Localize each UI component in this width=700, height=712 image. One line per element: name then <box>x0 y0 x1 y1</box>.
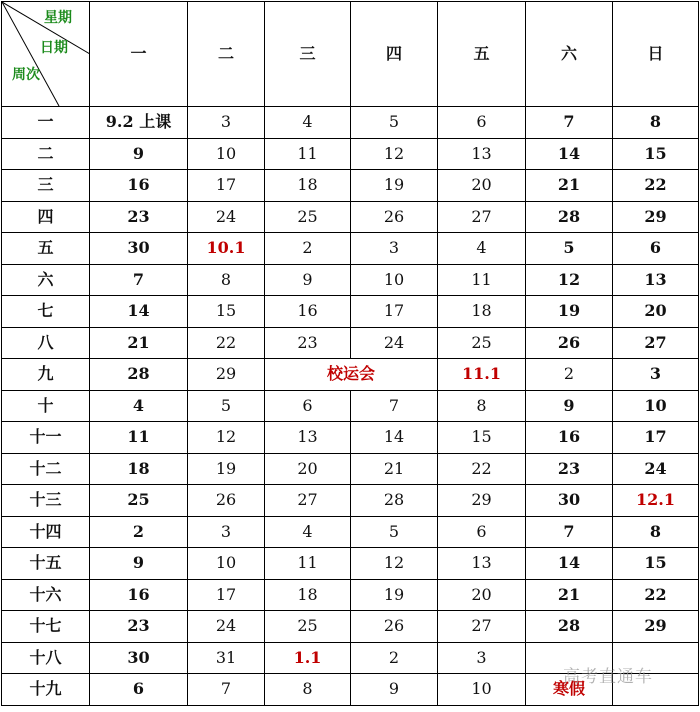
date-cell: 3 <box>188 107 265 139</box>
date-cell: 6 <box>265 390 351 422</box>
date-cell: 5 <box>351 107 438 139</box>
week-number-cell: 二 <box>2 138 90 170</box>
date-cell: 10 <box>351 264 438 296</box>
date-cell: 16 <box>90 170 188 202</box>
date-cell: 21 <box>526 579 613 611</box>
date-cell: 4 <box>90 390 188 422</box>
week-number-cell: 十一 <box>2 422 90 454</box>
date-cell: 4 <box>438 233 526 265</box>
date-cell: 25 <box>90 485 188 517</box>
date-cell: 14 <box>351 422 438 454</box>
week-number-cell: 十 <box>2 390 90 422</box>
date-cell: 28 <box>351 485 438 517</box>
date-cell: 12 <box>351 138 438 170</box>
week-row <box>2 579 699 611</box>
date-cell: 1.1 <box>265 642 351 674</box>
date-cell: 29 <box>188 359 265 391</box>
date-cell: 27 <box>265 485 351 517</box>
date-cell: 8 <box>613 107 699 139</box>
corner-header-cell <box>2 2 90 107</box>
date-cell: 11.1 <box>438 359 526 391</box>
date-cell: 9 <box>90 548 188 580</box>
date-cell: 2 <box>526 359 613 391</box>
date-cell: 3 <box>188 516 265 548</box>
week-row <box>2 233 699 265</box>
date-cell: 23 <box>526 453 613 485</box>
date-cell: 13 <box>438 548 526 580</box>
date-cell: 8 <box>265 674 351 706</box>
date-cell: 17 <box>351 296 438 328</box>
week-row <box>2 611 699 643</box>
date-cell: 19 <box>526 296 613 328</box>
date-cell: 23 <box>90 201 188 233</box>
date-cell: 20 <box>613 296 699 328</box>
date-cell: 17 <box>613 422 699 454</box>
date-cell: 15 <box>613 138 699 170</box>
date-cell: 14 <box>526 548 613 580</box>
date-cell: 16 <box>90 579 188 611</box>
date-cell: 19 <box>188 453 265 485</box>
date-cell: 12.1 <box>613 485 699 517</box>
week-number-cell: 十二 <box>2 453 90 485</box>
date-cell: 25 <box>265 611 351 643</box>
week-number-label: 周次 <box>12 67 40 83</box>
week-row <box>2 138 699 170</box>
day-header-thu: 四 <box>351 2 438 107</box>
date-cell: 18 <box>265 170 351 202</box>
date-cell: 11 <box>265 548 351 580</box>
date-cell: 15 <box>188 296 265 328</box>
date-cell: 24 <box>188 611 265 643</box>
date-cell: 22 <box>613 579 699 611</box>
date-cell: 13 <box>613 264 699 296</box>
date-cell: 17 <box>188 579 265 611</box>
date-cell: 30 <box>526 485 613 517</box>
sports-meet-cell: 校运会 <box>265 359 438 391</box>
date-cell: 27 <box>438 201 526 233</box>
date-cell: 7 <box>188 674 265 706</box>
date-cell: 6 <box>613 233 699 265</box>
week-number-cell: 一 <box>2 107 90 139</box>
week-row <box>2 107 699 139</box>
date-cell: 26 <box>351 611 438 643</box>
date-cell: 13 <box>438 138 526 170</box>
date-cell: 6 <box>438 516 526 548</box>
date-cell: 26 <box>188 485 265 517</box>
date-cell: 16 <box>526 422 613 454</box>
date-cell: 4 <box>265 516 351 548</box>
date-cell: 12 <box>526 264 613 296</box>
date-cell: 10 <box>188 548 265 580</box>
date-cell: 2 <box>90 516 188 548</box>
week-number-cell: 三 <box>2 170 90 202</box>
date-cell: 15 <box>613 548 699 580</box>
date-cell: 3 <box>613 359 699 391</box>
date-cell: 20 <box>265 453 351 485</box>
week-row <box>2 201 699 233</box>
day-header-fri: 五 <box>438 2 526 107</box>
date-cell: 2 <box>265 233 351 265</box>
date-cell: 14 <box>90 296 188 328</box>
date-cell: 30 <box>90 642 188 674</box>
date-cell: 20 <box>438 579 526 611</box>
week-row <box>2 485 699 517</box>
date-cell: 29 <box>613 201 699 233</box>
date-cell: 28 <box>90 359 188 391</box>
date-cell: 5 <box>188 390 265 422</box>
week-number-cell: 十六 <box>2 579 90 611</box>
date-cell: 14 <box>526 138 613 170</box>
date-cell: 26 <box>526 327 613 359</box>
date-cell: 9 <box>90 138 188 170</box>
week-row <box>2 453 699 485</box>
week-row <box>2 516 699 548</box>
week-number-cell: 九 <box>2 359 90 391</box>
date-cell: 5 <box>526 233 613 265</box>
date-cell: 26 <box>351 201 438 233</box>
date-cell: 22 <box>613 170 699 202</box>
date-cell: 25 <box>265 201 351 233</box>
date-cell: 10 <box>438 674 526 706</box>
date-cell: 9 <box>351 674 438 706</box>
date-cell: 31 <box>188 642 265 674</box>
date-label: 日期 <box>40 40 68 56</box>
date-cell: 11 <box>265 138 351 170</box>
date-cell: 3 <box>351 233 438 265</box>
date-cell: 23 <box>265 327 351 359</box>
date-cell: 22 <box>438 453 526 485</box>
date-cell: 11 <box>438 264 526 296</box>
week-row <box>2 327 699 359</box>
date-cell: 24 <box>613 453 699 485</box>
date-cell: 22 <box>188 327 265 359</box>
week-row <box>2 422 699 454</box>
date-cell: 7 <box>90 264 188 296</box>
date-cell: 10 <box>613 390 699 422</box>
date-cell: 18 <box>90 453 188 485</box>
date-cell: 11 <box>90 422 188 454</box>
date-cell: 18 <box>438 296 526 328</box>
date-cell: 13 <box>265 422 351 454</box>
date-cell: 17 <box>188 170 265 202</box>
date-cell: 18 <box>265 579 351 611</box>
date-cell: 7 <box>526 107 613 139</box>
date-cell: 27 <box>613 327 699 359</box>
day-header-sat: 六 <box>526 2 613 107</box>
date-cell: 27 <box>438 611 526 643</box>
date-cell: 29 <box>438 485 526 517</box>
date-cell: 9 <box>265 264 351 296</box>
header-row <box>2 2 699 107</box>
date-cell: 24 <box>351 327 438 359</box>
date-cell: 7 <box>351 390 438 422</box>
date-cell: 21 <box>526 170 613 202</box>
date-cell: 28 <box>526 611 613 643</box>
date-cell: 3 <box>438 642 526 674</box>
date-cell: 9.2 上课 <box>90 107 188 139</box>
week-number-cell: 六 <box>2 264 90 296</box>
weekday-label: 星期 <box>44 10 72 26</box>
date-cell: 12 <box>351 548 438 580</box>
week-number-cell: 四 <box>2 201 90 233</box>
date-cell: 10 <box>188 138 265 170</box>
date-cell: 23 <box>90 611 188 643</box>
date-cell: 16 <box>265 296 351 328</box>
school-calendar-table <box>1 1 699 706</box>
date-cell: 8 <box>438 390 526 422</box>
date-cell: 7 <box>526 516 613 548</box>
day-header-tue: 二 <box>188 2 265 107</box>
date-cell: 30 <box>90 233 188 265</box>
date-cell: 6 <box>438 107 526 139</box>
date-cell: 8 <box>613 516 699 548</box>
week-row <box>2 359 699 391</box>
date-cell: 24 <box>188 201 265 233</box>
date-cell: 2 <box>351 642 438 674</box>
week-row <box>2 390 699 422</box>
day-header-wed: 三 <box>265 2 351 107</box>
week-number-cell: 十三 <box>2 485 90 517</box>
date-cell: 19 <box>351 170 438 202</box>
date-cell: 8 <box>188 264 265 296</box>
date-cell: 4 <box>265 107 351 139</box>
date-cell: 12 <box>188 422 265 454</box>
week-row <box>2 170 699 202</box>
week-number-cell: 十五 <box>2 548 90 580</box>
date-cell: 15 <box>438 422 526 454</box>
day-header-mon: 一 <box>90 2 188 107</box>
date-cell: 9 <box>526 390 613 422</box>
week-number-cell: 七 <box>2 296 90 328</box>
date-cell: 28 <box>526 201 613 233</box>
winter-break-cell: 寒假 <box>526 674 613 706</box>
date-cell: 10.1 <box>188 233 265 265</box>
week-number-cell: 十四 <box>2 516 90 548</box>
date-cell: 19 <box>351 579 438 611</box>
week-number-cell: 八 <box>2 327 90 359</box>
day-header-sun: 日 <box>613 2 699 107</box>
week-row <box>2 548 699 580</box>
week-number-cell: 十八 <box>2 642 90 674</box>
date-cell: 20 <box>438 170 526 202</box>
week-number-cell: 十九 <box>2 674 90 706</box>
calendar-body <box>2 107 699 706</box>
week-row <box>2 264 699 296</box>
week-row <box>2 296 699 328</box>
week-number-cell: 十七 <box>2 611 90 643</box>
date-cell: 21 <box>90 327 188 359</box>
date-cell: 5 <box>351 516 438 548</box>
watermark-text: 高考直通车 <box>563 667 653 687</box>
date-cell: 29 <box>613 611 699 643</box>
date-cell: 21 <box>351 453 438 485</box>
date-cell: 6 <box>90 674 188 706</box>
week-number-cell: 五 <box>2 233 90 265</box>
date-cell: 25 <box>438 327 526 359</box>
